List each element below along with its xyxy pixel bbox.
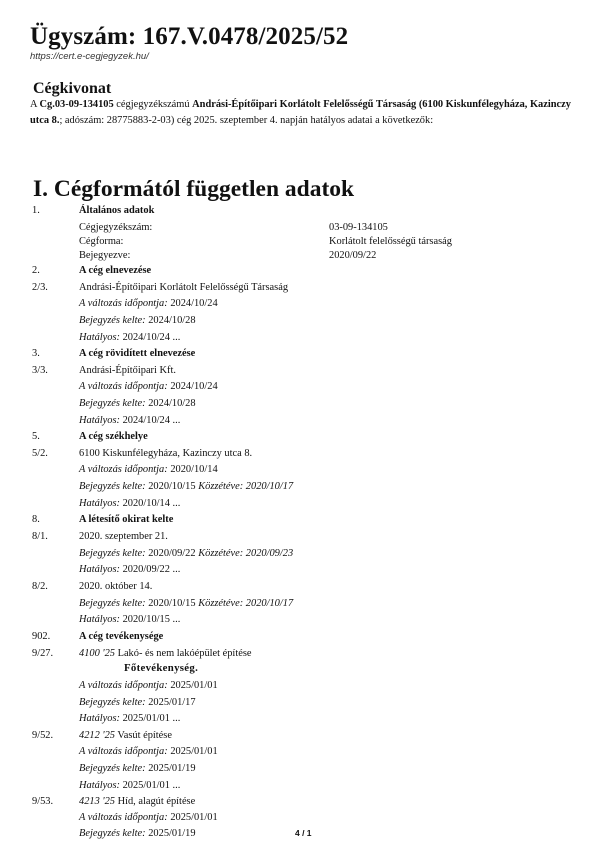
change-label: A változás időpontja: <box>79 746 168 757</box>
extract-heading: Cégkivonat <box>33 80 112 97</box>
entry-label: Bejegyzés kelte: <box>79 315 146 326</box>
entry-value: Andrási-Építőipari Kft. <box>79 365 176 376</box>
entry-value: 2020. október 14. <box>79 581 153 592</box>
activity-name: Vasút építése <box>115 730 172 741</box>
change-date: 2024/10/24 <box>167 298 218 309</box>
effective-date: 2020/10/14 ... <box>119 498 181 509</box>
effective-date: 2025/01/01 ... <box>119 713 181 724</box>
entry-date-line <box>79 481 293 492</box>
published-label: Közzétéve: <box>198 481 244 492</box>
intro-text: A <box>30 99 40 110</box>
effective-date: 2024/10/24 ... <box>119 415 181 426</box>
effective-line <box>79 332 180 343</box>
registration-number: Cg.03-09-134105 <box>39 99 114 110</box>
change-date: 2025/01/01 <box>167 746 218 757</box>
entry-label: Bejegyzés kelte: <box>79 481 146 492</box>
entry-number: 9/27. <box>32 648 54 659</box>
entry-date: 2024/10/28 <box>145 315 196 326</box>
row-number: 902. <box>32 631 51 642</box>
change-date: 2024/10/24 <box>167 381 218 392</box>
effective-label: Hatályos: <box>79 415 120 426</box>
activity-name: Lakó- és nem lakóépület építése <box>115 648 252 659</box>
activity-code: 4213 '25 <box>79 796 115 807</box>
change-date: 2020/10/14 <box>167 464 218 475</box>
entry-date-line <box>79 697 196 708</box>
activity-entry <box>79 648 251 659</box>
entry-label: Bejegyzés kelte: <box>79 697 146 708</box>
entry-number: 9/53. <box>32 796 54 807</box>
effective-date: 2024/10/24 ... <box>119 332 181 343</box>
entry-date: 2025/01/19 <box>145 828 196 839</box>
effective-label: Hatályos: <box>79 780 120 791</box>
entry-label: Bejegyzés kelte: <box>79 598 146 609</box>
group-label: A cég tevékenysége <box>79 631 164 642</box>
effective-date: 2020/09/22 ... <box>119 564 181 575</box>
entry-number: 5/2. <box>32 448 48 459</box>
effective-label: Hatályos: <box>79 614 120 625</box>
field-key: Cégforma: <box>79 236 124 247</box>
entry-label: Bejegyzés kelte: <box>79 548 146 559</box>
entry-value: Andrási-Építőipari Korlátolt Felelősségű Társaság <box>79 282 289 293</box>
group-label: A létesítő okirat kelte <box>79 514 174 525</box>
field-key: Bejegyezve: <box>79 250 131 261</box>
row-number: 5. <box>32 431 40 442</box>
intro-text: cégjegyzékszámú <box>113 99 193 110</box>
effective-label: Hatályos: <box>79 498 120 509</box>
change-label: A változás időpontja: <box>79 812 168 823</box>
row-number: 1. <box>32 205 40 216</box>
activity-code: 4212 '25 <box>79 730 115 741</box>
effective-line <box>79 614 180 625</box>
group-label: Általános adatok <box>79 205 155 216</box>
group-label: A cég székhelye <box>79 431 148 442</box>
entry-label: Bejegyzés kelte: <box>79 398 146 409</box>
entry-label: Bejegyzés kelte: <box>79 828 146 839</box>
effective-label: Hatályos: <box>79 713 120 724</box>
effective-line <box>79 713 180 724</box>
activity-entry <box>79 730 172 741</box>
change-date-line <box>79 746 218 757</box>
entry-date: 2025/01/19 <box>145 763 196 774</box>
entry-value: 2020. szeptember 21. <box>79 531 168 542</box>
row-number: 2. <box>32 265 40 276</box>
effective-date: 2020/10/15 ... <box>119 614 181 625</box>
entry-label: Bejegyzés kelte: <box>79 763 146 774</box>
group-label: A cég rövidített elnevezése <box>79 348 196 359</box>
entry-date-line <box>79 398 196 409</box>
published-label: Közzétéve: <box>198 598 244 609</box>
published-date: 2020/10/17 <box>243 481 294 492</box>
entry-number: 8/1. <box>32 531 48 542</box>
entry-number: 8/2. <box>32 581 48 592</box>
entry-date-line <box>79 763 196 774</box>
change-date: 2025/01/01 <box>167 680 218 691</box>
change-label: A változás időpontja: <box>79 381 168 392</box>
source-url: https://cert.e-cegjegyzek.hu/ <box>30 51 149 62</box>
company-name-address: Andrási-Építőipari Korlátolt Felelősségű Társaság (6100 Kiskunfélegyháza, Kazinczy utca 8. <box>30 99 571 126</box>
section-title: I. Cégformától független adatok <box>33 176 355 202</box>
published-label: Közzétéve: <box>198 548 244 559</box>
change-date-line <box>79 298 218 309</box>
effective-line <box>79 498 180 509</box>
row-number: 8. <box>32 514 40 525</box>
intro-text: ; adószám: 28775883-2-03) cég 2025. szeptember 4. napján hatályos adatai a következők: <box>59 115 434 126</box>
change-date: 2025/01/01 <box>167 812 218 823</box>
case-number-title: Ügyszám: 167.V.0478/2025/52 <box>30 23 349 50</box>
change-label: A változás időpontja: <box>79 464 168 475</box>
change-date-line <box>79 812 218 823</box>
change-date-line <box>79 381 218 392</box>
entry-date: 2020/09/22 <box>145 548 199 559</box>
entry-number: 3/3. <box>32 365 48 376</box>
change-date-line <box>79 680 218 691</box>
main-activity-label: Főtevékenység. <box>124 662 199 674</box>
entry-date-line <box>79 598 293 609</box>
effective-line <box>79 564 180 575</box>
entry-date: 2020/10/15 <box>145 598 199 609</box>
activity-name: Híd, alagút építése <box>115 796 196 807</box>
field-value: 03-09-134105 <box>329 222 388 233</box>
entry-date: 2020/10/15 <box>145 481 199 492</box>
activity-code: 4100 '25 <box>79 648 115 659</box>
entry-date-line <box>79 828 196 839</box>
page-number: 4 / 1 <box>295 828 312 838</box>
field-value: 2020/09/22 <box>329 250 377 261</box>
field-key: Cégjegyzékszám: <box>79 222 153 233</box>
change-label: A változás időpontja: <box>79 298 168 309</box>
change-label: A változás időpontja: <box>79 680 168 691</box>
effective-date: 2025/01/01 ... <box>119 780 181 791</box>
entry-date: 2025/01/17 <box>145 697 196 708</box>
published-date: 2020/09/23 <box>243 548 294 559</box>
change-date-line <box>79 464 218 475</box>
effective-label: Hatályos: <box>79 564 120 575</box>
entry-date-line <box>79 315 196 326</box>
published-date: 2020/10/17 <box>243 598 294 609</box>
activity-entry <box>79 796 195 807</box>
group-label: A cég elnevezése <box>79 265 152 276</box>
entry-value: 6100 Kiskunfélegyháza, Kazinczy utca 8. <box>79 448 253 459</box>
row-number: 3. <box>32 348 40 359</box>
effective-line <box>79 415 180 426</box>
effective-line <box>79 780 180 791</box>
entry-number: 9/52. <box>32 730 54 741</box>
field-value: Korlátolt felelősségű társaság <box>329 236 452 247</box>
effective-label: Hatályos: <box>79 332 120 343</box>
entry-date: 2024/10/28 <box>145 398 196 409</box>
entry-date-line <box>79 548 293 559</box>
entry-number: 2/3. <box>32 282 48 293</box>
extract-intro <box>30 97 575 129</box>
